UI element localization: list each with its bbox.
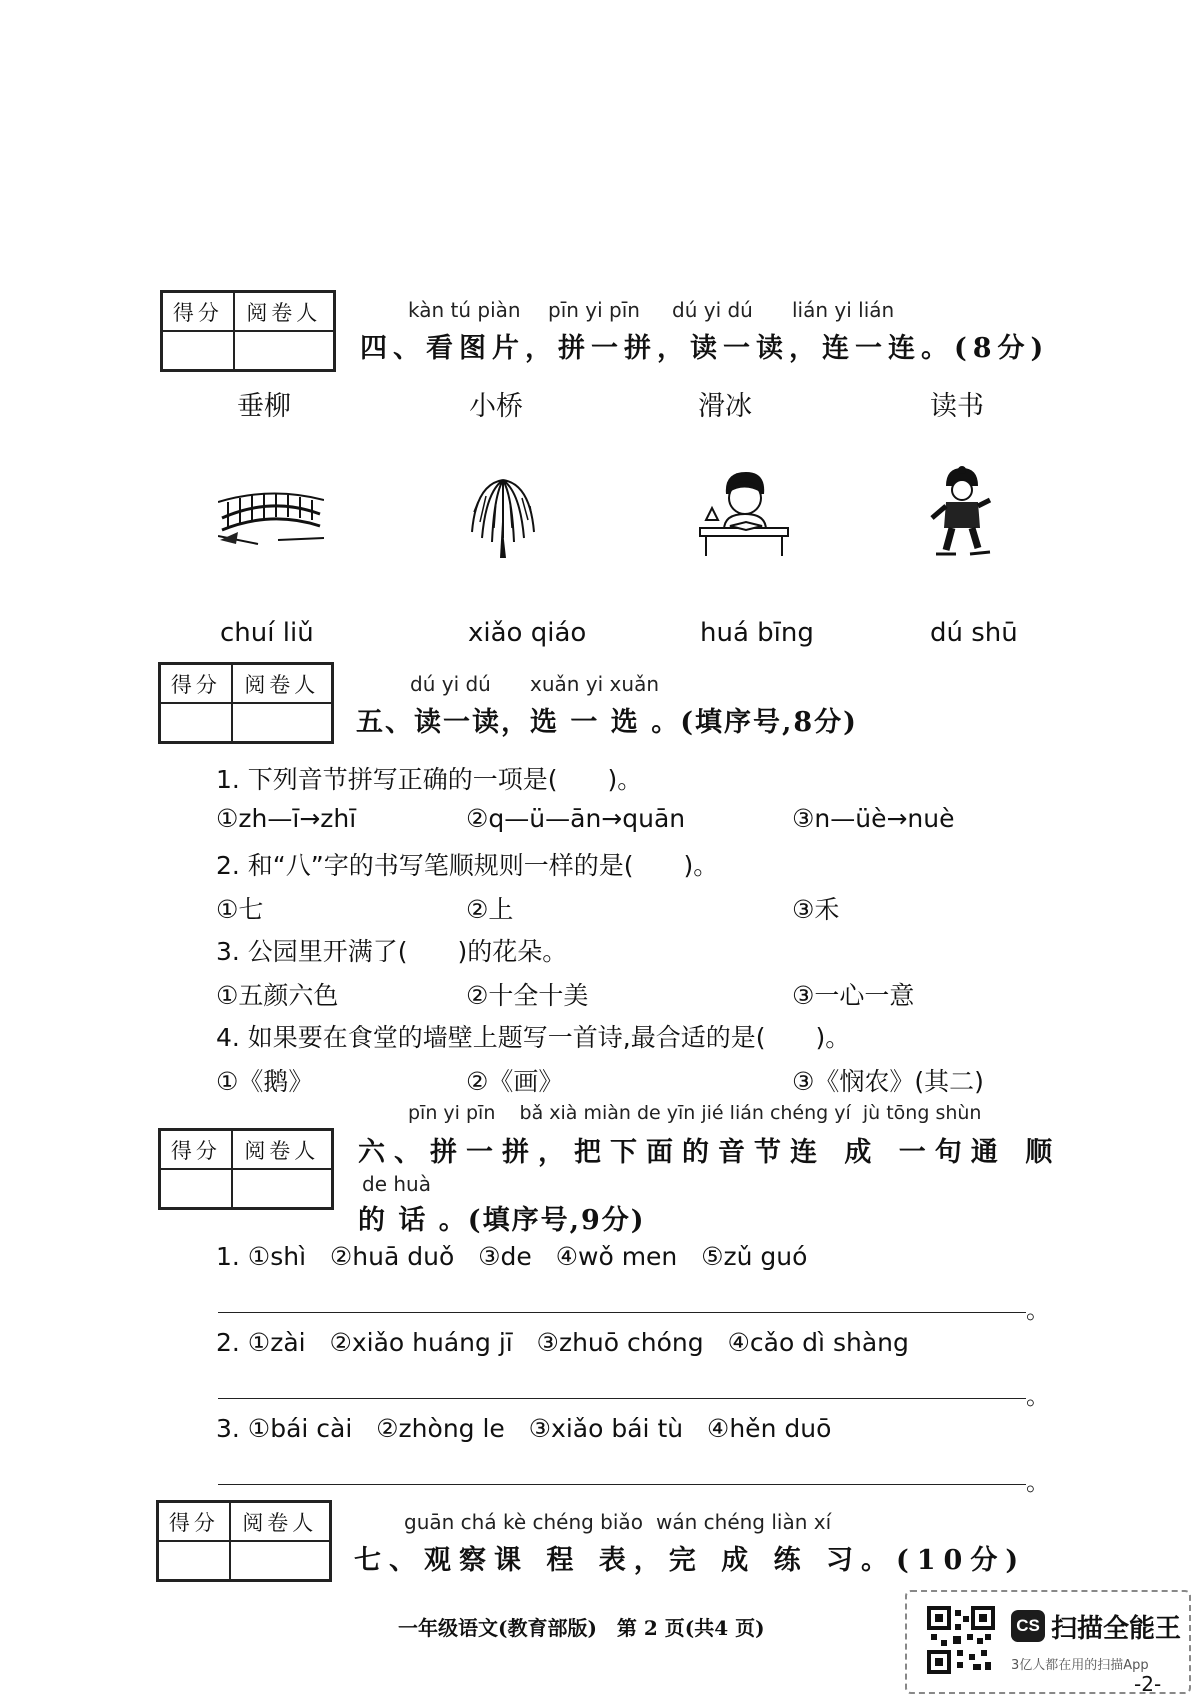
reading-boy-icon bbox=[694, 468, 794, 558]
s6-pinyin-1: pīn yi pīn bǎ xià miàn de yīn jié lián chéng yí jù tōng shùn bbox=[408, 1102, 982, 1124]
grader-cell bbox=[234, 331, 334, 370]
pinyin-chuiliu: chuí liǔ bbox=[220, 618, 314, 648]
page-mark: -2- bbox=[1134, 1672, 1162, 1696]
s5-q1-option-3: ③n—üè→nuè bbox=[792, 804, 955, 833]
period-2: 。 bbox=[1026, 1382, 1050, 1410]
s5-question-4: 4. 如果要在食堂的墙壁上题写一首诗,最合适的是( )。 bbox=[216, 1023, 851, 1052]
answer-line-1[interactable] bbox=[218, 1312, 1026, 1313]
grader-label: 阅卷人 bbox=[230, 1502, 330, 1541]
score-label: 得分 bbox=[158, 1502, 230, 1541]
s5-pinyin-2: xuǎn yi xuǎn bbox=[530, 672, 659, 696]
word-dushu: 读书 bbox=[930, 391, 984, 422]
pinyin-huabing: huá bīng bbox=[700, 618, 814, 648]
s5-q3-option-1: ①五颜六色 bbox=[216, 981, 339, 1010]
cs-logo bbox=[1011, 1610, 1045, 1642]
s6-heading-2: 的 话 。(填序号,9分) bbox=[358, 1205, 646, 1236]
s5-question-2: 2. 和“八”字的书写笔顺规则一样的是( )。 bbox=[216, 851, 719, 880]
s5-q4-option-3: ③《悯农》(其二) bbox=[792, 1067, 984, 1096]
score-box-5 bbox=[158, 662, 334, 744]
grader-cell bbox=[232, 703, 332, 742]
s4-heading: 四、看图片，拼一拼，读一读，连一连。(8分) bbox=[360, 333, 1050, 364]
brand-name: 扫描全能王 bbox=[1051, 1614, 1182, 1644]
page-footer: 一年级语文(教育部版) 第 2 页(共4 页) bbox=[398, 1616, 765, 1640]
s6-item-2: 2. ①zài ②xiǎo huáng jī ③zhuō chóng ④cǎo dì shàng bbox=[216, 1328, 909, 1357]
s4-pinyin-4: lián yi lián bbox=[792, 298, 895, 322]
score-box-4 bbox=[160, 290, 336, 372]
grader-label: 阅卷人 bbox=[232, 664, 332, 703]
pinyin-xiaoqiao: xiǎo qiáo bbox=[468, 618, 587, 648]
grader-label: 阅卷人 bbox=[234, 292, 334, 331]
score-box-6 bbox=[158, 1128, 334, 1210]
score-cell bbox=[162, 331, 234, 370]
score-label: 得分 bbox=[160, 664, 232, 703]
s5-q3-option-2: ②十全十美 bbox=[466, 981, 589, 1010]
s5-question-1: 1. 下列音节拼写正确的一项是( )。 bbox=[216, 765, 643, 794]
s5-q1-option-2: ②q—ü—ān→quān bbox=[466, 804, 686, 833]
s7-pinyin-2: wán chéng liàn xí bbox=[656, 1510, 832, 1534]
s4-pinyin-1: kàn tú piàn bbox=[408, 298, 521, 322]
s7-heading: 七、观察课 程 表，完 成 练 习。(10分) bbox=[354, 1545, 1027, 1576]
skating-child-icon bbox=[928, 466, 994, 562]
s6-pinyin-2: de huà bbox=[362, 1172, 431, 1196]
s5-q2-option-1: ①七 bbox=[216, 895, 264, 924]
word-huabing: 滑冰 bbox=[698, 391, 752, 422]
s6-item-3: 3. ①bái cài ②zhòng le ③xiǎo bái tù ④hěn duō bbox=[216, 1414, 832, 1443]
score-cell bbox=[160, 703, 232, 742]
grader-label: 阅卷人 bbox=[232, 1130, 332, 1169]
score-label: 得分 bbox=[162, 292, 234, 331]
willow-icon bbox=[466, 472, 540, 558]
grader-cell bbox=[232, 1169, 332, 1208]
qr-code-icon bbox=[927, 1606, 995, 1674]
grader-cell bbox=[230, 1541, 330, 1580]
word-xiaoqiao: 小桥 bbox=[469, 391, 523, 422]
s5-q4-option-2: ②《画》 bbox=[466, 1067, 564, 1096]
score-cell bbox=[160, 1169, 232, 1208]
pinyin-dushu: dú shū bbox=[930, 618, 1018, 648]
s6-heading-1: 六、拼一拼，把下面的音节连 成 一句通 顺 bbox=[358, 1137, 1062, 1168]
s5-q4-option-1: ①《鹅》 bbox=[216, 1067, 314, 1096]
brand-tagline: 3亿人都在用的扫描App bbox=[1011, 1658, 1149, 1673]
s7-pinyin-1: guān chá kè chéng biǎo bbox=[404, 1510, 643, 1534]
answer-line-3[interactable] bbox=[218, 1484, 1026, 1485]
cs-logo-text: CS bbox=[1016, 1616, 1040, 1635]
word-chuiliu: 垂柳 bbox=[237, 391, 291, 422]
s4-pinyin-2: pīn yi pīn bbox=[548, 298, 640, 322]
period-3: 。 bbox=[1026, 1468, 1050, 1496]
bridge-icon bbox=[218, 488, 324, 546]
answer-line-2[interactable] bbox=[218, 1398, 1026, 1399]
score-label: 得分 bbox=[160, 1130, 232, 1169]
s6-item-1: 1. ①shì ②huā duǒ ③de ④wǒ men ⑤zǔ guó bbox=[216, 1242, 808, 1271]
s5-pinyin-1: dú yi dú bbox=[410, 672, 491, 696]
s5-q3-option-3: ③一心一意 bbox=[792, 981, 915, 1010]
s5-question-3: 3. 公园里开满了( )的花朵。 bbox=[216, 937, 568, 966]
s5-q2-option-2: ②上 bbox=[466, 895, 514, 924]
s5-q1-option-1: ①zh—ī→zhī bbox=[216, 804, 357, 833]
period-1: 。 bbox=[1026, 1296, 1050, 1324]
s5-q2-option-3: ③禾 bbox=[792, 895, 840, 924]
score-box-7 bbox=[156, 1500, 332, 1582]
score-cell bbox=[158, 1541, 230, 1580]
s4-pinyin-3: dú yi dú bbox=[672, 298, 753, 322]
s5-heading: 五、读一读，选 一 选 。(填序号,8分) bbox=[356, 707, 858, 738]
